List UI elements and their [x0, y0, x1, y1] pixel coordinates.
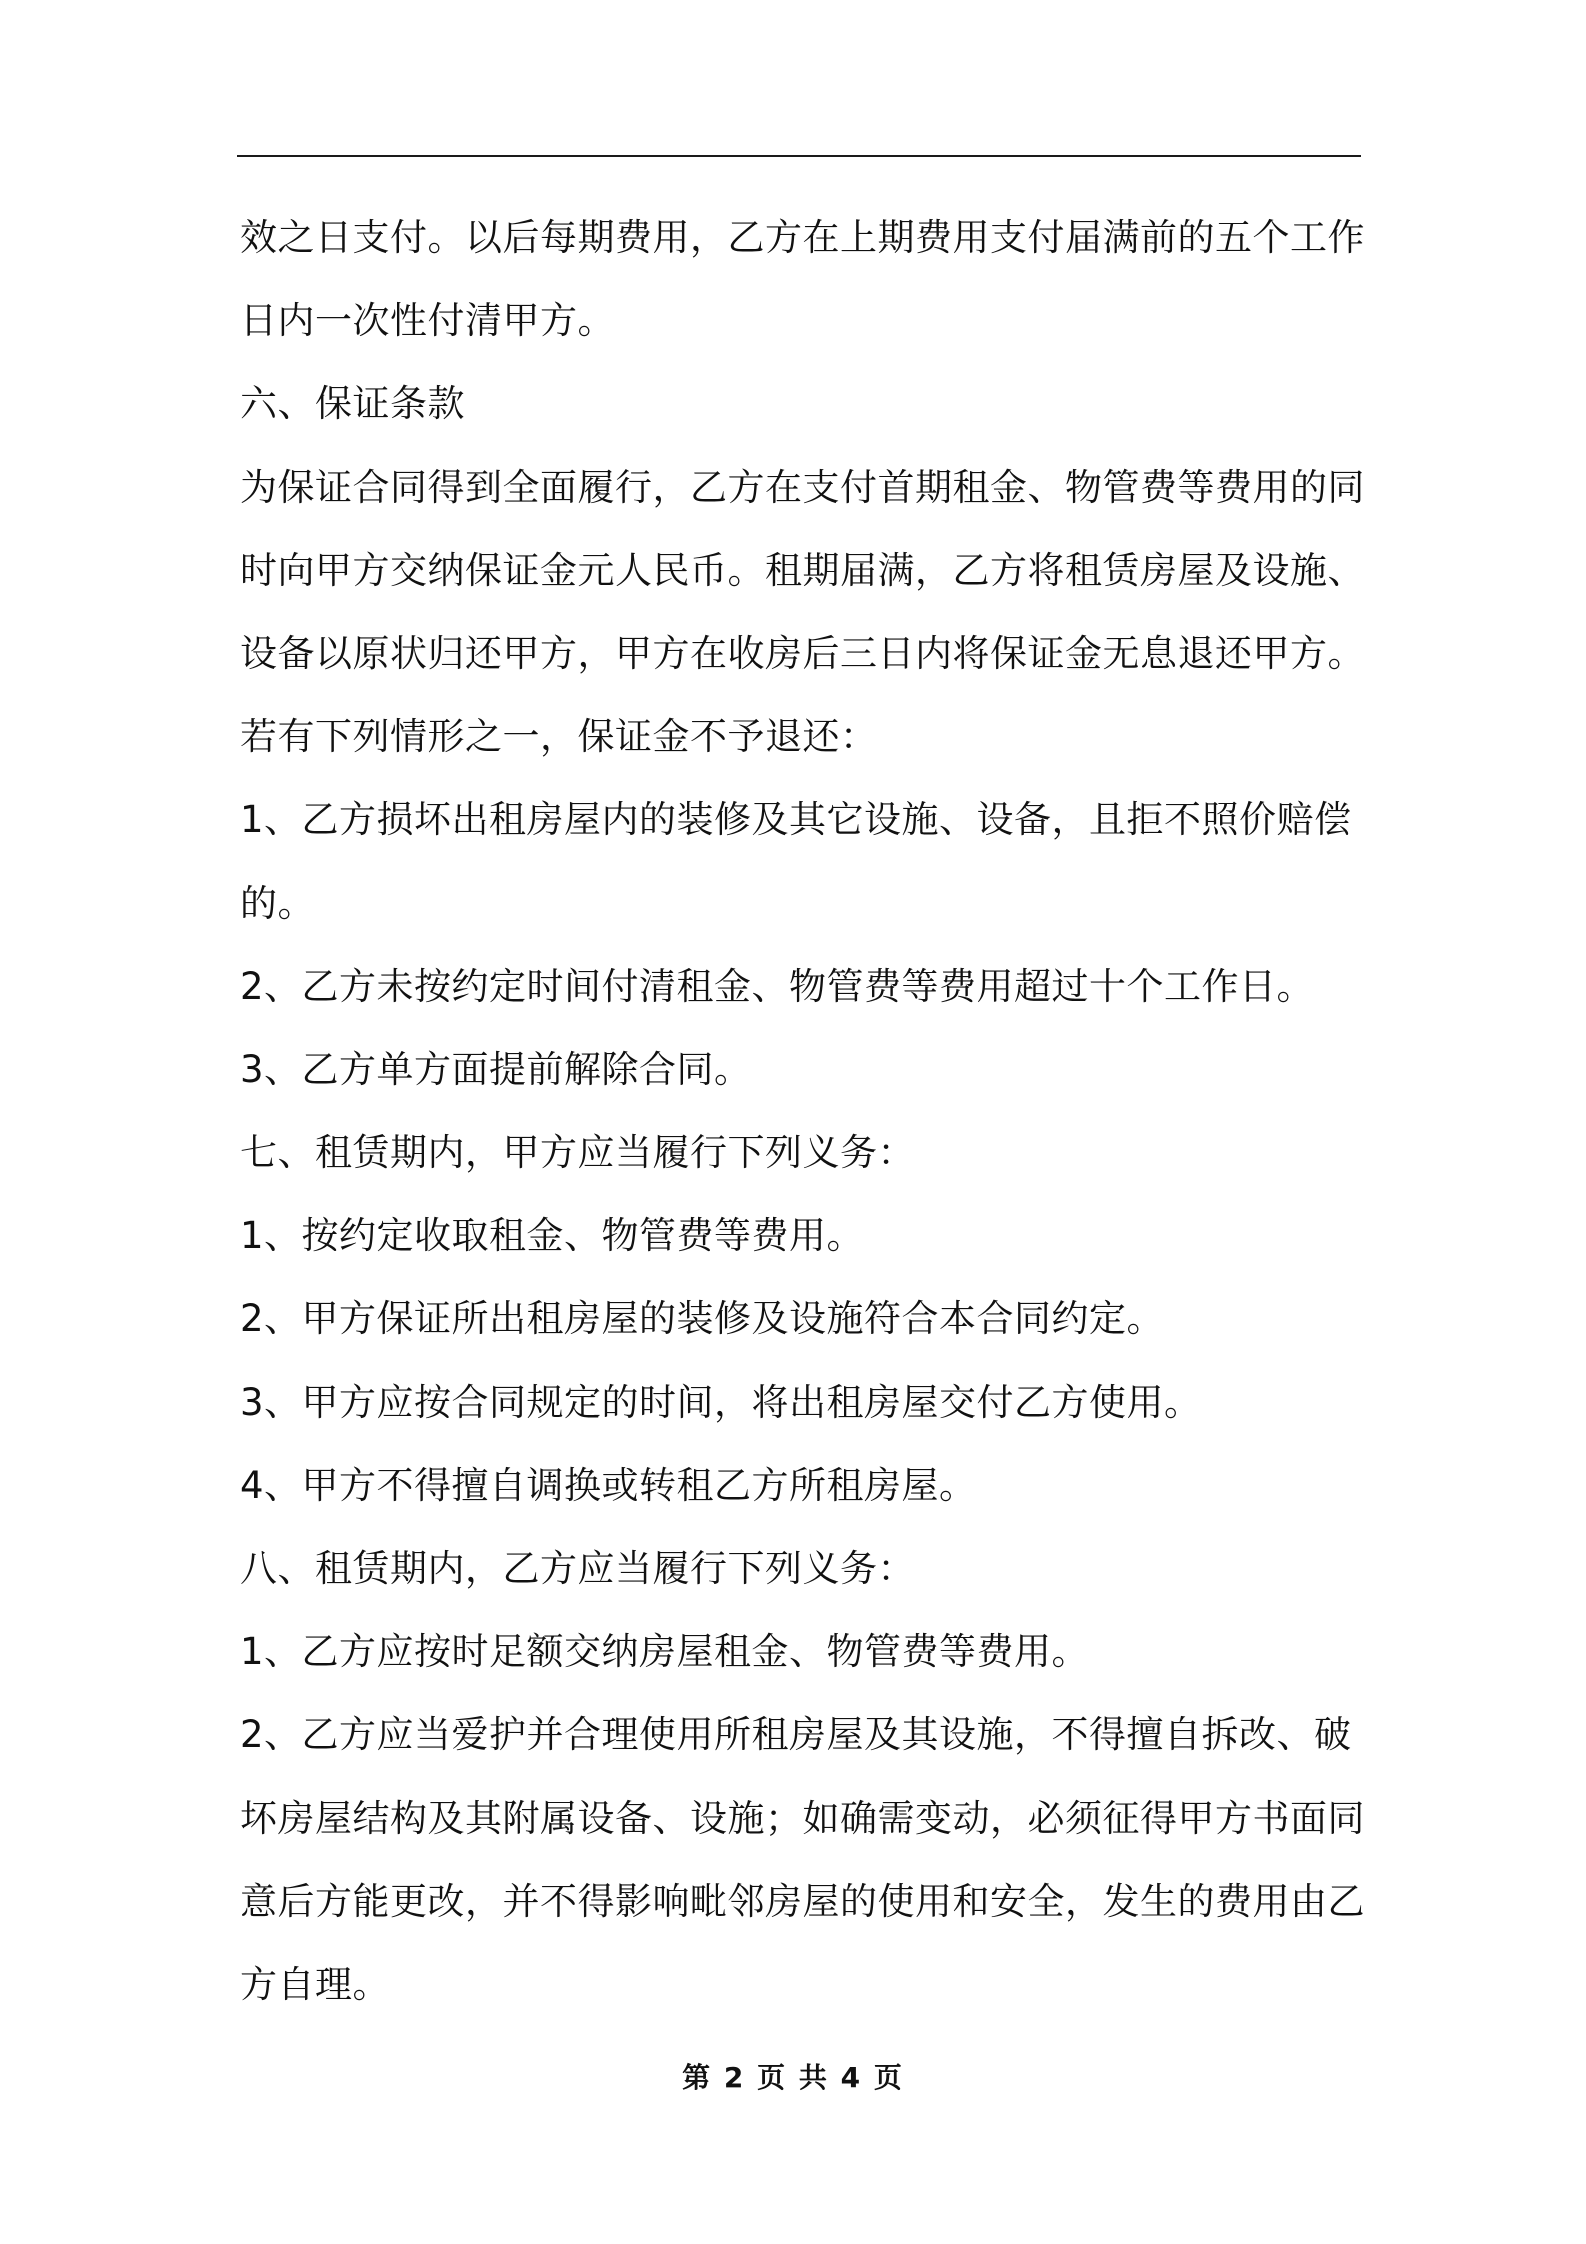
text-line: 日内一次性付清甲方。	[240, 299, 615, 343]
list-item: 3、乙方单方面提前解除合同。	[240, 1047, 752, 1091]
page-number: 第 2 页 共 4 页	[682, 2061, 904, 2094]
list-item: 3、甲方应按合同规定的时间，将出租房屋交付乙方使用。	[240, 1380, 1202, 1424]
header-rule	[237, 155, 1361, 157]
text-line: 的。	[240, 881, 315, 925]
section-heading: 八、租赁期内，乙方应当履行下列义务：	[240, 1547, 915, 1590]
text-line: 若有下列情形之一，保证金不予退还：	[240, 715, 878, 759]
section-heading: 六、保证条款	[240, 382, 465, 426]
text-line: 效之日支付。以后每期费用，乙方在上期费用支付届满前的五个工作	[240, 216, 1365, 259]
text-line: 为保证合同得到全面履行，乙方在支付首期租金、物管费等费用的同	[240, 465, 1365, 509]
text-line: 时向甲方交纳保证金元人民币。租期届满，乙方将租赁房屋及设施、	[240, 548, 1365, 592]
document-body	[240, 196, 1365, 2026]
list-item: 2、乙方应当爱护并合理使用所租房屋及其设施，不得擅自拆改、破	[240, 1713, 1352, 1757]
list-item: 1、乙方损坏出租房屋内的装修及其它设施、设备，且拒不照价赔偿	[240, 798, 1352, 842]
text-line: 方自理。	[240, 1962, 390, 2006]
text-line: 意后方能更改，并不得影响毗邻房屋的使用和安全，发生的费用由乙	[240, 1879, 1365, 1923]
text-line: 设备以原状归还甲方，甲方在收房后三日内将保证金无息退还甲方。	[240, 631, 1365, 675]
list-item: 4、甲方不得擅自调换或转租乙方所租房屋。	[240, 1463, 977, 1507]
list-item: 2、乙方未按约定时间付清租金、物管费等费用超过十个工作日。	[240, 964, 1315, 1008]
section-heading: 七、租赁期内，甲方应当履行下列义务：	[240, 1131, 915, 1175]
list-item: 1、乙方应按时足额交纳房屋租金、物管费等费用。	[240, 1630, 1090, 1674]
text-line: 坏房屋结构及其附属设备、设施；如确需变动，必须征得甲方书面同	[240, 1796, 1365, 1840]
list-item: 1、按约定收取租金、物管费等费用。	[240, 1214, 865, 1258]
list-item: 2、甲方保证所出租房屋的装修及设施符合本合同约定。	[240, 1297, 1165, 1341]
